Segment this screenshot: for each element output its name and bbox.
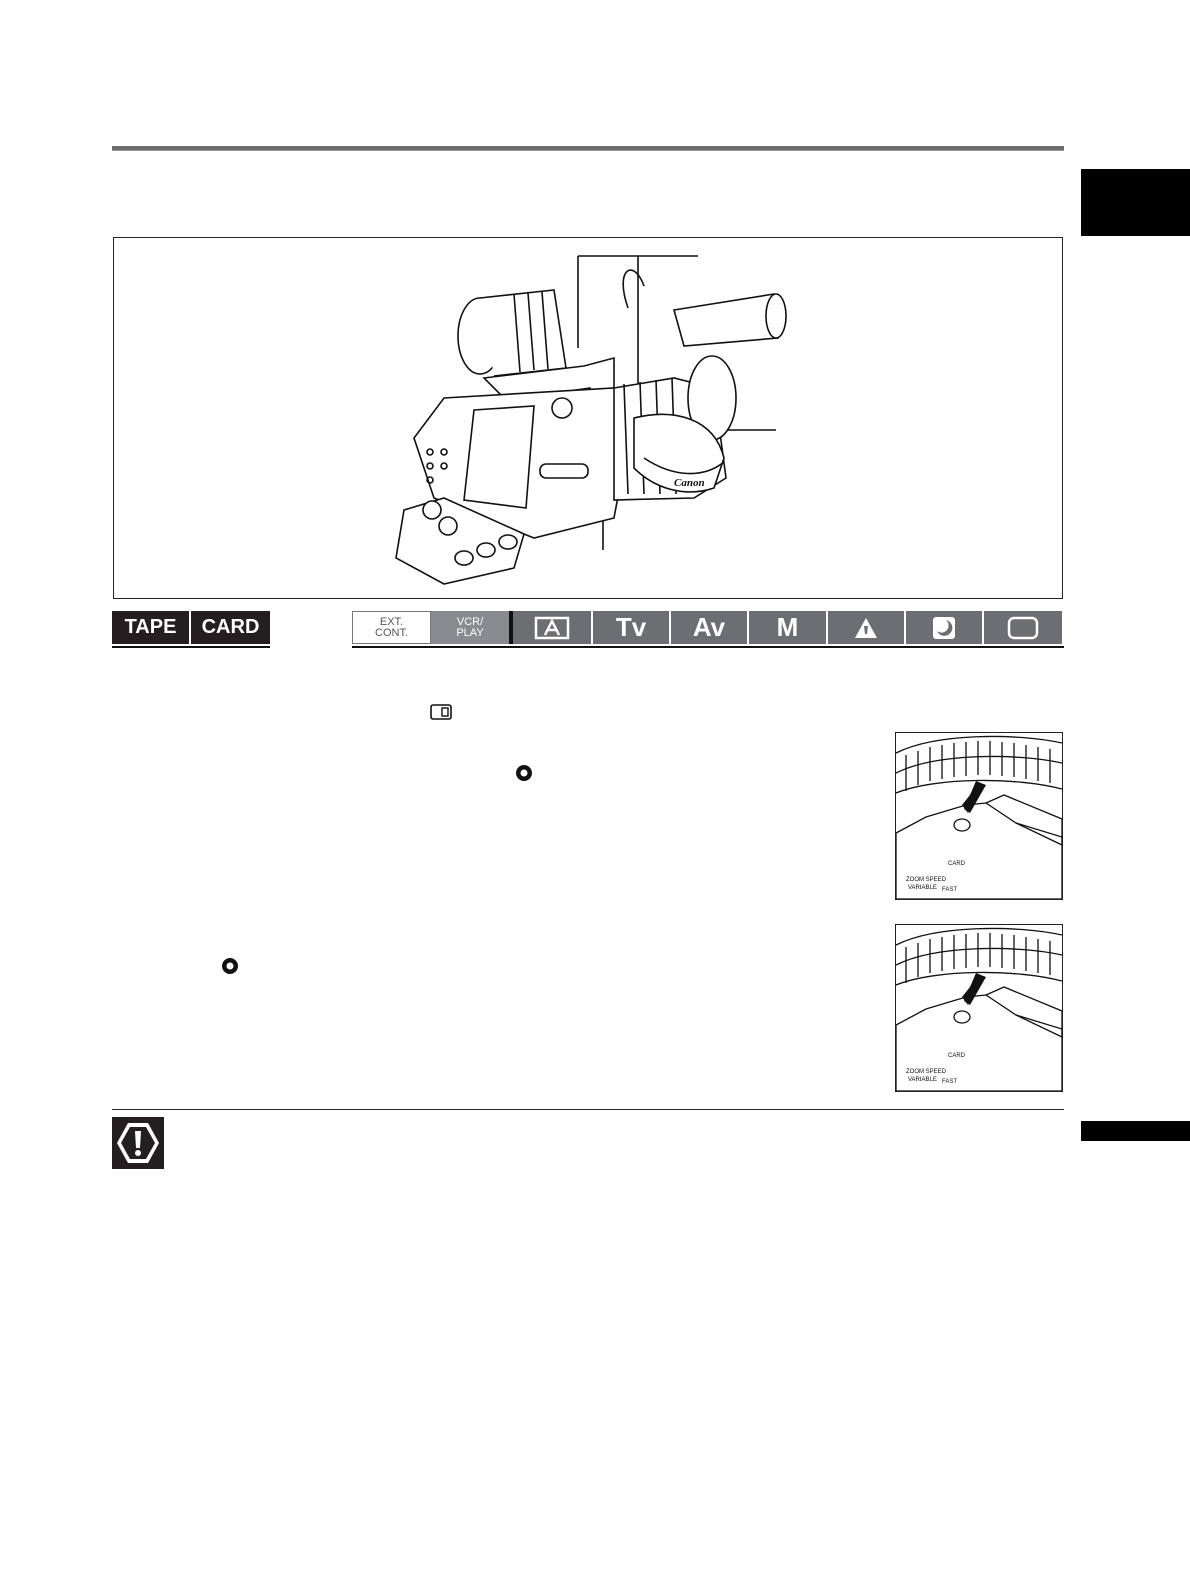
photo-label-zoom-speed: ZOOM SPEED	[906, 1069, 947, 1075]
night-mode-button[interactable]	[906, 611, 984, 644]
night-mode-icon	[931, 615, 957, 641]
top-rule	[112, 146, 1064, 151]
button-press-illustration-1	[896, 733, 1062, 899]
easy-recording-button[interactable]	[984, 611, 1062, 644]
photo-label-card: CARD	[948, 1053, 966, 1059]
ext-cont-mode[interactable]	[352, 611, 431, 644]
step-photo-2	[895, 924, 1063, 1092]
photo-label-variable: VARIABLE	[908, 885, 937, 891]
tape-mode-button[interactable]: TAPE	[112, 611, 191, 644]
photo-label-card: CARD	[948, 861, 966, 867]
manual-mode-button[interactable]: M	[749, 611, 828, 644]
photo-label-fast: FAST	[942, 1079, 958, 1085]
section-divider	[112, 1109, 1064, 1110]
photo-label-variable: VARIABLE	[908, 1077, 937, 1083]
page-edge-marker	[1081, 1121, 1190, 1141]
tv-mode-button[interactable]: Tv	[593, 611, 671, 644]
ext-label-line1: EXT.	[379, 615, 404, 628]
auto-mode-icon	[534, 616, 570, 640]
brand-logo: Canon	[674, 477, 705, 489]
button-dot-icon	[221, 957, 239, 975]
ext-label-line2: CONT.	[375, 626, 408, 639]
spotlight-mode-icon	[853, 616, 879, 640]
chapter-tab-marker	[1081, 169, 1190, 236]
vcr-play-mode[interactable]	[431, 611, 513, 644]
card-icon	[430, 704, 452, 720]
button-dot-icon	[515, 764, 533, 782]
vcr-label-line2: PLAY	[456, 626, 484, 639]
media-selector	[112, 611, 270, 648]
mode-dial-bar	[352, 611, 1064, 648]
auto-mode-button[interactable]	[513, 611, 593, 644]
step-photo-1	[895, 732, 1063, 900]
photo-label-zoom-speed: ZOOM SPEED	[906, 877, 947, 883]
camcorder-illustration	[114, 238, 1062, 598]
card-mode-button[interactable]: CARD	[191, 611, 270, 644]
vcr-label-line1: VCR/	[456, 615, 484, 628]
camcorder-illustration-frame	[113, 237, 1063, 599]
caution-icon	[112, 1117, 164, 1169]
av-mode-button[interactable]: Av	[671, 611, 749, 644]
easy-recording-icon	[1007, 616, 1039, 640]
button-press-illustration-2	[896, 925, 1062, 1091]
photo-label-fast: FAST	[942, 887, 958, 893]
spotlight-mode-button[interactable]	[828, 611, 906, 644]
